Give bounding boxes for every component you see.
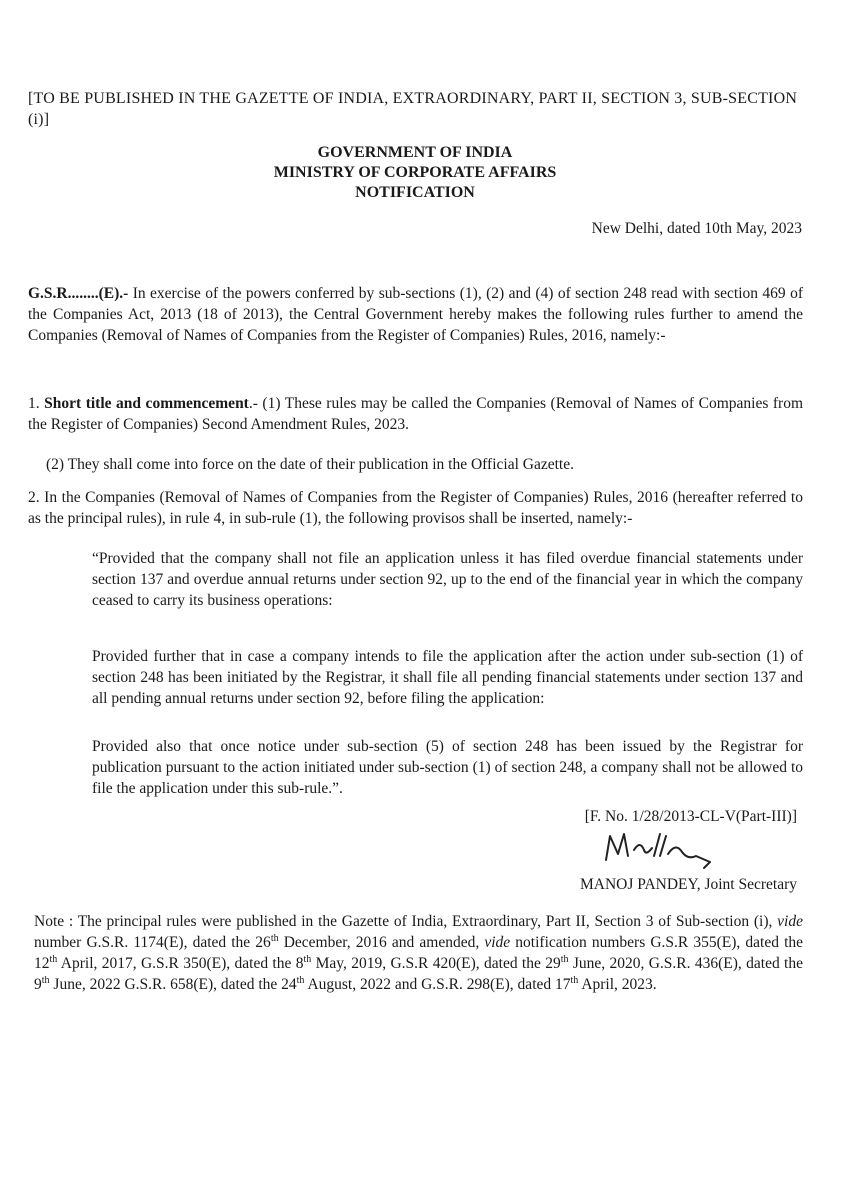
note-text-7: June, 2020, G.S.R. 436(E), dated the 9 (34, 955, 803, 993)
note-text-8: June, 2022 G.S.R. 658(E), dated the 24 (53, 976, 297, 993)
proviso-1: “Provided that the company shall not file an application unless it has filed overdue financial statements under section 137 and overdue annual returns under section 92, up to the end of the financial year in which the company ceased to carry its business operations: (92, 550, 803, 609)
signature-image (600, 826, 720, 874)
signatory-name: MANOJ PANDEY, Joint Secretary (580, 876, 797, 893)
preamble-text: In exercise of the powers conferred by sub-sections (1), (2) and (4) of section 248 read with section 469 of the Companies Act, 2013 (18 of 2013), the Central Government hereby makes the following rules further to amend the Companies (Removal of Names of Companies from the Register of Companies) Rules, 2016, namely:- (28, 285, 803, 344)
note-paragraph (34, 911, 803, 995)
note-text-1: Note : The principal rules were published in the Gazette of India, Extraordinary, Part II, Section 3 of Sub-section (i), (34, 913, 773, 930)
rule-2-paragraph: 2. In the Companies (Removal of Names of Companies from the Register of Companies) Rules, 2016 (hereafter referred to as the principal rules), in rule 4, in sub-rule (1), the following provisos shall be inserted, namely:- (28, 489, 803, 527)
ministry-title: MINISTRY OF CORPORATE AFFAIRS (273, 164, 557, 181)
publication-line: [TO BE PUBLISHED IN THE GAZETTE OF INDIA, EXTRAORDINARY, PART II, SECTION 3, SUB-SECTION (i)] (28, 90, 798, 128)
note-sup: th (560, 953, 569, 965)
note-sup: th (303, 953, 312, 965)
rule-1-paragraph (28, 393, 803, 435)
rule-1-number: 1. (28, 395, 40, 412)
gsr-label: G.S.R........(E).- (28, 285, 129, 302)
rule-1-text: These rules may be called the Companies (Removal of Names of Companies from the Register of Companies) Second Amendment Rules, 2023. (28, 395, 804, 433)
note-text-2: number G.S.R. 1174(E), dated the 26 (34, 934, 271, 951)
note-text-4: notification numbers G.S.R 355(E), dated the 12 (34, 934, 804, 972)
note-text-9: August, 2022 and G.S.R. 298(E), dated 17 (307, 976, 571, 993)
date-line: New Delhi, dated 10th May, 2023 (591, 220, 802, 237)
note-sup: th (570, 974, 579, 986)
title-block (200, 143, 630, 203)
note-vide-1: vide (777, 913, 803, 930)
file-number: [F. No. 1/28/2013-CL-V(Part-III)] (584, 808, 797, 825)
rule-1-heading: Short title and commencement (44, 395, 249, 412)
preamble-paragraph (28, 283, 803, 346)
note-text-3: December, 2016 and amended, (283, 934, 480, 951)
proviso-2: Provided further that in case a company intends to file the application after the action under sub-section (1) of section 248 has been initiated by the Registrar, it shall file all pending financial statements under section 137 and all pending annual returns under section 92, before filing the application: (92, 648, 803, 707)
proviso-3: Provided also that once notice under sub-section (5) of section 248 has been issued by the Registrar for publication pursuant to the action initiated under sub-section (1) of section 248, a company shall not be allowed to file the application under this sub-rule.”. (92, 738, 803, 797)
note-text-5: April, 2017, G.S.R 350(E), dated the 8 (60, 955, 304, 972)
government-title: GOVERNMENT OF INDIA (317, 144, 513, 161)
note-sup: th (270, 932, 279, 944)
note-text-6: May, 2019, G.S.R 420(E), dated the 29 (315, 955, 561, 972)
rule-1-heading-suffix: .- (1) (248, 395, 281, 412)
note-sup: th (296, 974, 305, 986)
notification-title: NOTIFICATION (355, 184, 475, 201)
note-vide-2: vide (484, 934, 511, 951)
rule-1-sub-2: (2) They shall come into force on the date of their publication in the Official Gazette. (46, 456, 574, 473)
note-sup: th (41, 974, 50, 986)
note-sup: th (49, 953, 58, 965)
note-text-10: April, 2023. (581, 976, 657, 993)
